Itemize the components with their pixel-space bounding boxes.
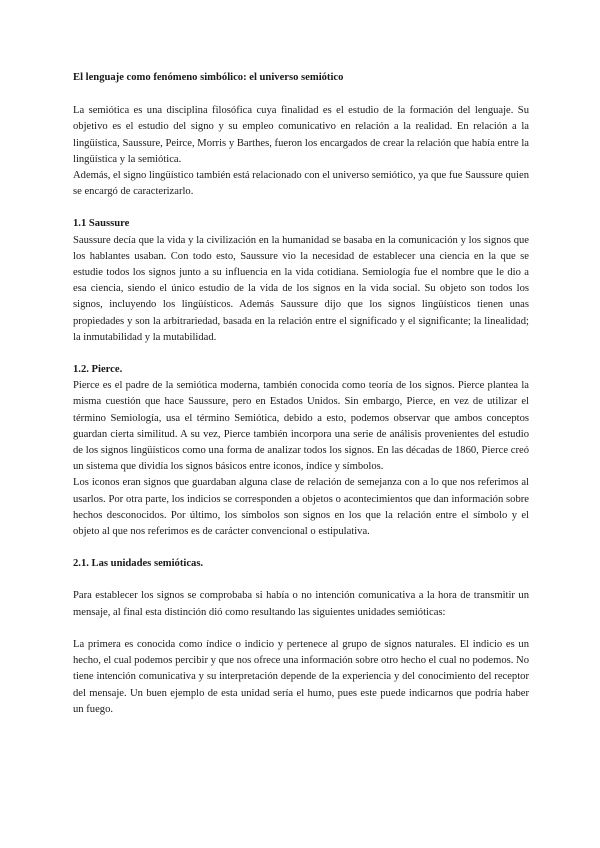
- document-title: El lenguaje como fenómeno simbólico: el universo semiótico: [73, 72, 344, 83]
- unidades-paragraph-2: La primera es conocida como índice o indicio y pertenece al grupo de signos naturales. El indicio es un hecho, el cual podemos percibir y que nos ofrece una información sobre otro hecho el cual no podemos. No tiene intención comunicativa y su interpretación depende de la experiencia y del conocimiento del receptor del mensaje. Un buen ejemplo de esta unidad sería el humo, pues este puede indicarnos que podría haber un fuego.: [73, 638, 529, 715]
- unidades-paragraph-1: Para establecer los signos se comprobaba si había o no intención comunicativa a la hora de transmitir un mensaje, al final esta distinción dió como resultando las siguientes unidades semióticas:: [73, 590, 529, 618]
- section-heading-unidades: 2.1. Las unidades semióticas.: [73, 558, 204, 570]
- intro-paragraph-1: La semiótica es una disciplina filosófica cuya finalidad es el estudio de la formación del lenguaje. Su objetivo es el estudio del signo y su empleo comunicativo en relación a la realidad. En relación a la lingüística, Saussure, Peirce, Morris y Barthes, fueron los encargados de crear la relación que había entre la lingüística y la semiótica.: [73, 105, 529, 165]
- saussure-paragraph: Saussure decía que la vida y la civilización en la humanidad se basaba en la comunicación y los signos que los hablantes usaban. Con todo esto, Saussure vio la necesidad de establecer una ciencia en la que se estudie todos los signos junto a su influencia en la vida cotidiana. Semiología fue el nombre que le dio a esa ciencia, siendo el único estudio de la vida de los signos en la vida social. Su objeto son todos los signos, incluyendo los lingüísticos. Además Saussure dijo que los signos lingüísticos tienen unas propiedades y son la arbitrariedad, basada en la relación entre el significado y el significante; la linealidad; la inmutabilidad y la mutabilidad.: [73, 234, 529, 343]
- section-heading-pierce: 1.2. Pierce.: [73, 364, 123, 376]
- pierce-paragraph-2: Los iconos eran signos que guardaban alguna clase de relación de semejanza con a lo que nos referimos al usarlos. Por otra parte, los indicios se corresponden a objetos o acontecimientos que dan información sobre hechos desconocidos. Por último, los símbolos son signos en los que la relación entre el símbolo y el objeto al que nos referimos es de carácter convencional o estipulativa.: [73, 477, 529, 538]
- document-body: [73, 70, 529, 718]
- intro-paragraph-2: Además, el signo lingüístico también está relacionado con el universo semiótico, ya que fue Saussure quien se encargó de caracterizarlo.: [73, 170, 529, 198]
- section-heading-saussure: 1.1 Saussure: [73, 218, 130, 230]
- pierce-paragraph-1: Pierce es el padre de la semiótica moderna, también conocida como teoría de los signos. Pierce plantea la misma cuestión que hace Saussure, pero en Estados Unidos. Sin embargo, Pierce, en vez de utilizar el término Semiología, usa el término Semiótica, debido a esto, podemos observar que ambos conceptos guardan cierta similitud. A su vez, Pierce también incorpora una serie de análisis provenientes del estudio de los signos lingüísticos como una forma de analizar todos los signos. En las décadas de 1860, Pierce creó un sistema que dividía los signos básicos entre iconos, índice y símbolos.: [73, 380, 529, 473]
